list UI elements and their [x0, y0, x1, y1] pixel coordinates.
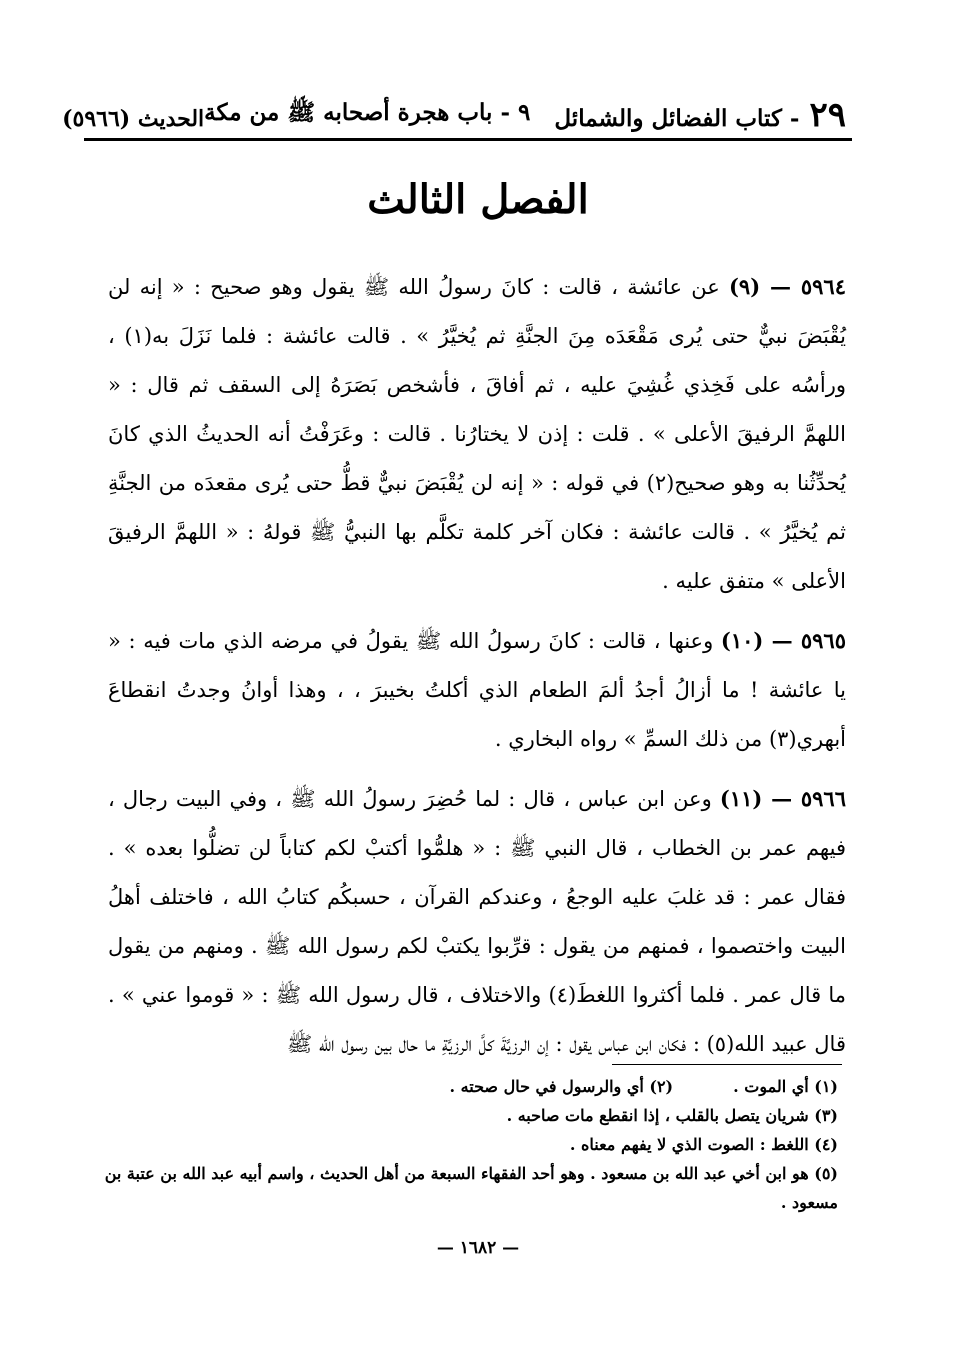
hadith-text: وعنها ، قالت : كانَ رسولُ الله ﷺ يقولُ في مرضه الذي مات فيه : « يا عائشة ! ما أزالُ أجدُ ألمَ الطعام الذي أكلتُ بخيبرَ ، ، وهذا أوانُ وجدتُ انقطاعَ أبهري(٣) من ذلك السمِّ » رواه البخاري . [108, 629, 846, 751]
section-title: ٩ - باب هجرة أصحابه ﷺ من مكة [204, 99, 531, 126]
hadith-number: ٥٩٦٦ — (١١) [719, 786, 846, 811]
hadith-paragraph [108, 774, 846, 1069]
header-divider [84, 138, 852, 141]
hadith-number: ٥٩٦٤ — (٩) [728, 274, 846, 299]
hadith-paragraph [108, 616, 846, 764]
footnote-1: (١) أي الموت . [733, 1077, 838, 1096]
footnote-2: (٢) أي والرسول في حال صحته . [449, 1077, 674, 1096]
hadith-number: ٥٩٦٥ — (١٠) [720, 628, 846, 653]
hadith-text: عن عائشة ، قالت : كانَ رسولُ الله ﷺ يقول وهو صحيح : « إنه لن يُقْبَضَ نبيٌّ حتى يُرى مَقْعَدَه مِنَ الجنَّةِ ثم يُخيَّرُ » . قالت عائشة : فلما نَزَلَ به(١) ، ورأسُه على فَخِذي غُشِيَ عليه ، ثم أفاقَ ، فأشخص بَصَرَهُ إلى السقف ثم قال : « اللهمَّ الرفيقَ الأعلى » . قلت : إذن لا يختارُنا . قالت : وعَرَفْتُ أنه الحديثُ الذي كانَ يُحدِّثُنا به وهو صحيح(٢) في قوله : « إنه لن يُقْبَضَ نبيٌّ قطُّ حتى يُرى مقعدَه من الجنَّةِ ثم يُخيَّرُ » . قالت عائشة : فكان آخر كلمة تكلَّم بها النبيُّ ﷺ قولهُ : « اللهمَّ الرفيقَ الأعلى » متفق عليه . [108, 275, 846, 593]
footnote-row [100, 1072, 838, 1101]
footnote-divider [612, 1064, 842, 1065]
chapter-title: - كتاب الفضائل والشمائل [554, 105, 800, 132]
footnote-3: (٣) شريان يتصل بالقلب ، إذا انقطع مات صاحبه . [506, 1106, 838, 1125]
footnote-5: (٥) هو ابن أخي عبد الله بن مسعود . وهو أحد الفقهاء السبعة من أهل الحديث ، واسم أبيه عبد الله بن عتبة بن مسعود . [104, 1164, 838, 1212]
hadith-body [108, 262, 846, 1079]
header-book-info [204, 95, 846, 135]
page-number: — ١٦٨٢ — [436, 1238, 520, 1258]
footnote-4: (٤) اللغط : الصوت الذي لا يفهم معناه . [569, 1135, 838, 1154]
section-heading: الفصل الثالث [367, 176, 589, 223]
hadith-range: الحديث (٥٩٦٦) [62, 106, 205, 132]
footnotes [100, 1072, 838, 1217]
hadith-text: وعن ابن عباس ، قال : لما حُضِرَ رسولُ الله ﷺ ، وفي البيت رجال ، فيهم عمر بن الخطاب ، قال النبي ﷺ : « هلمُّوا أكتبْ لكم كتاباً لن تضلُّوا بعده » . فقال عمر : قد غلبَ عليه الوجعُ ، وعندكم القرآن ، حسبكُم كتابُ الله ، فاختلف أهلُ البيت واختصموا ، فمنهم من يقول : قرِّبوا يكتبْ لكم رسول الله ﷺ . ومنهم من يقول ما قال عمر . فلما أكثروا اللغطَ(٤) والاختلاف ، قال رسول الله ﷺ : « قوموا عني » . قال عبيد الله(٥) : فكان ابن عباس يقول : إن الرزيَّةَ كلَّ الرزيَّةِ ما حال بين رسول الله ﷺ [108, 787, 846, 1056]
chapter-number: ٢٩ [809, 95, 846, 135]
hadith-paragraph [108, 262, 846, 606]
running-header [62, 92, 846, 135]
